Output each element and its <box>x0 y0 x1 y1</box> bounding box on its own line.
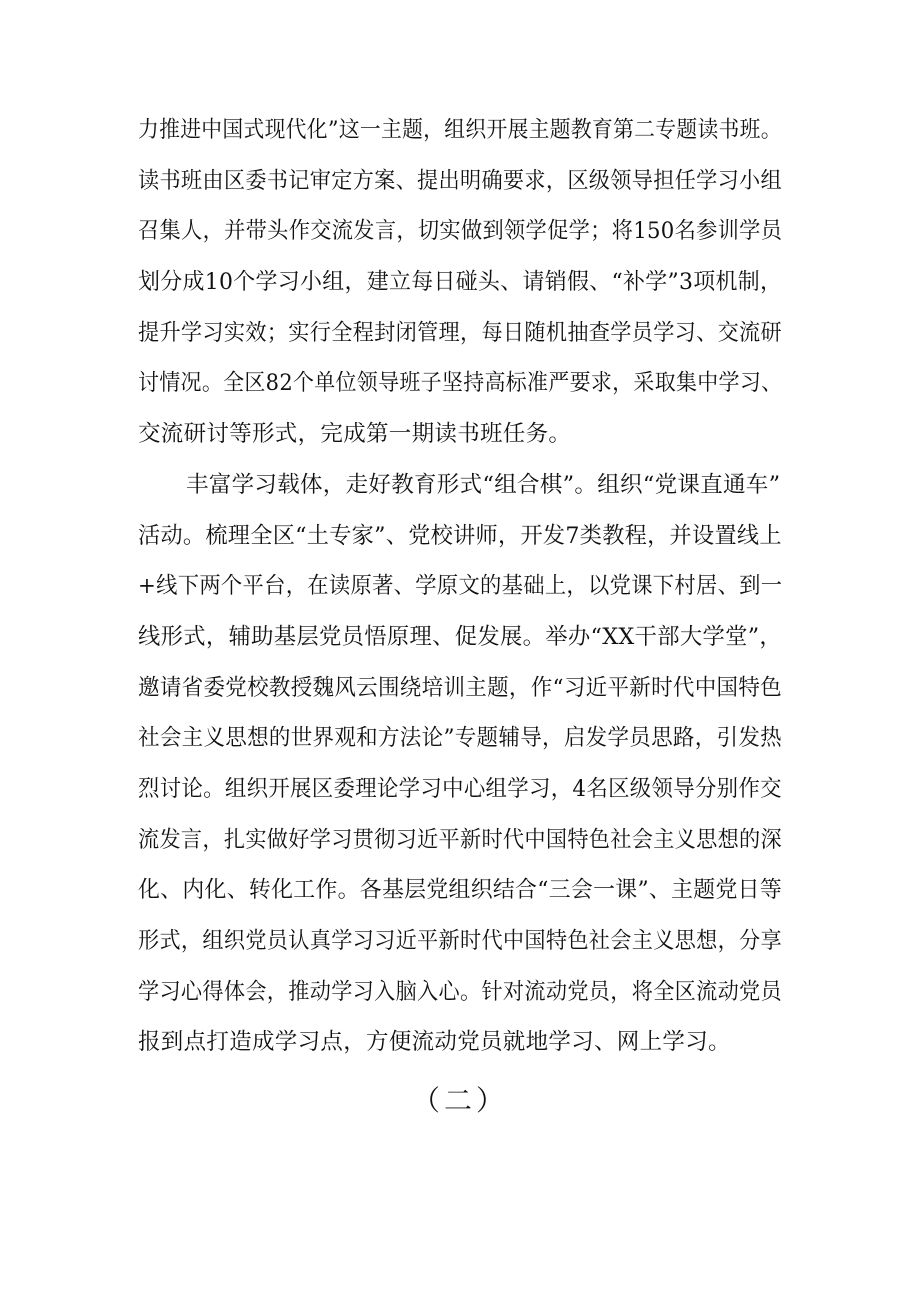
paragraph-line: 社会主义思想的世界观和方法论”专题辅导，启发学员思路，引发热 <box>138 725 783 751</box>
paragraph-line: 读书班由区委书记审定方案、提出明确要求，区级领导担任学习小组 <box>138 168 783 194</box>
paragraph-line: 交流研讨等形式，完成第一期读书班任务。 <box>138 421 572 447</box>
paragraph-line: 线形式，辅助基层党员悟原理、促发展。举办“XX干部大学堂”， <box>138 624 783 650</box>
paragraph-line: 召集人，并带头作交流发言，切实做到领学促学；将150名参训学员 <box>138 218 783 244</box>
paragraph-line: 烈讨论。组织开展区委理论学习中心组学习，4名区级领导分别作交 <box>138 776 782 802</box>
paragraph-line: 化、内化、转化工作。各基层党组织结合“三会一课”、主题党日等 <box>138 877 783 903</box>
paragraph-line: 学习心得体会，推动学习入脑入心。针对流动党员，将全区流动党员 <box>138 979 783 1005</box>
paragraph-line: 形式，组织党员认真学习习近平新时代中国特色社会主义思想，分享 <box>138 928 783 954</box>
paragraph-line: 丰富学习载体，走好教育形式“组合棋”。组织“党课直通车” <box>186 472 781 498</box>
paragraph-line: +线下两个平台，在读原著、学原文的基础上，以党课下村居、到一 <box>138 573 783 599</box>
paragraph-line: 划分成10个学习小组，建立每日碰头、请销假、“补学”3项机制， <box>138 269 783 295</box>
paragraph-line: 邀请省委党校教授魏风云围绕培训主题，作“习近平新时代中国特色 <box>138 675 783 701</box>
paragraph-line: 活动。梳理全区“土专家”、党校讲师，开发7类教程，并设置线上 <box>138 523 782 549</box>
section-heading: （二） <box>411 1084 508 1117</box>
paragraph-line: 力推进中国式现代化”这一主题，组织开展主题教育第二专题读书班。 <box>138 117 782 143</box>
paragraph-line: 讨情况。全区82个单位领导班子坚持高标准严要求，采取集中学习、 <box>138 370 783 396</box>
paragraph-line: 流发言，扎实做好学习贯彻习近平新时代中国特色社会主义思想的深 <box>138 827 783 853</box>
paragraph-line: 提升学习实效；实行全程封闭管理，每日随机抽查学员学习、交流研 <box>138 320 783 346</box>
paragraph-line: 报到点打造成学习点，方便流动党员就地学习、网上学习。 <box>138 1029 731 1055</box>
